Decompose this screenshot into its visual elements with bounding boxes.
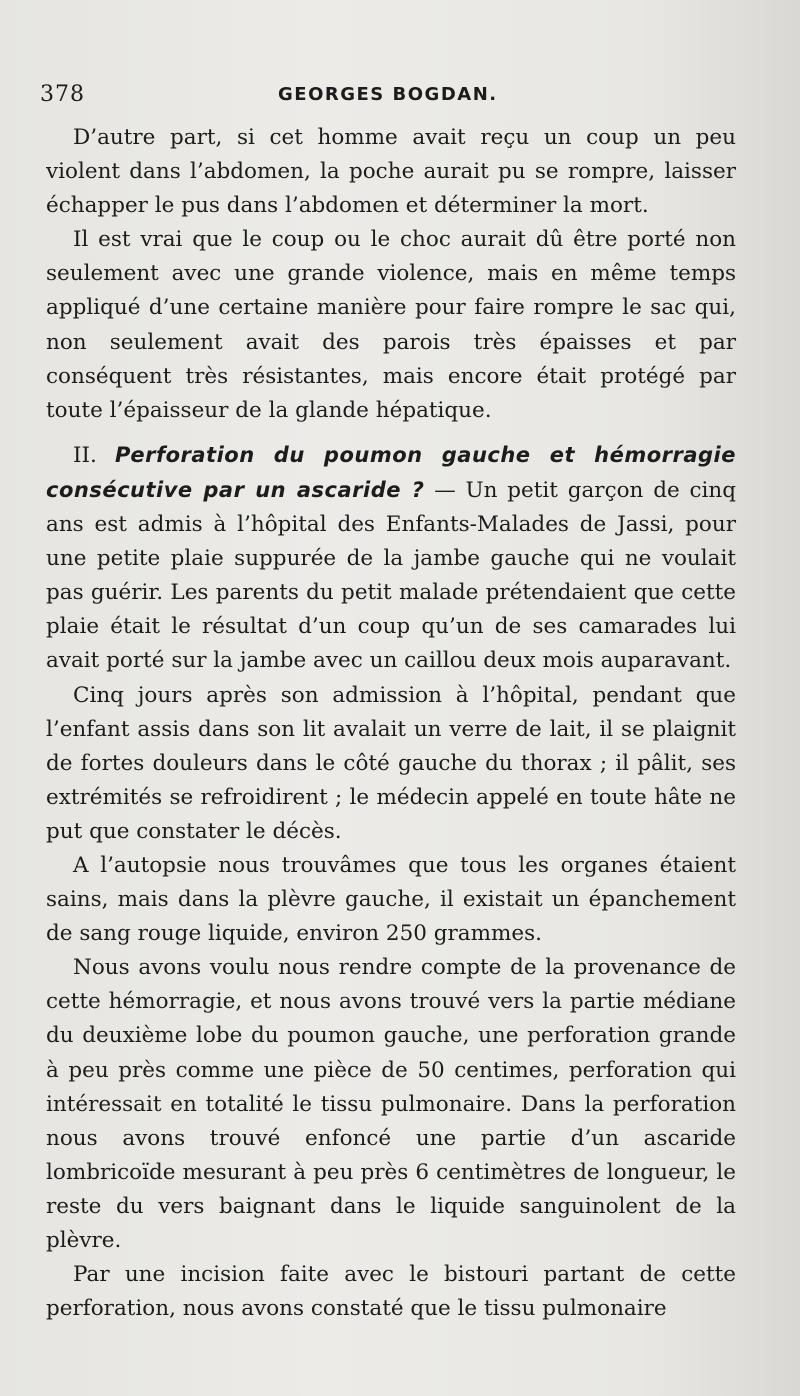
page-number: 378: [40, 82, 85, 107]
paragraph: A l’autopsie nous trouvâmes que tous les organes étaient sains, mais dans la plèvre gauche, il existait un épanchement de sang rouge liquide, environ 250 grammes.: [46, 852, 736, 947]
paragraph: Nous avons voulu nous rendre compte de la provenance de cette hémorragie, et nous avons trouvé vers la partie médiane du deuxième lobe du poumon gauche, une perforation grande à peu près comme une pièce de 50 centimes, perforation qui intéressait en totalité le tissu pulmonaire. Dans la perforation nous avons trouvé enfoncé une partie d’un ascaride lombricoïde mesurant à peu près 6 centimètres de longueur, le reste du vers baignant dans le liquide sanguinolent de la plèvre.: [46, 955, 736, 1253]
page-header: [40, 82, 770, 116]
running-head: GEORGES BOGDAN.: [278, 84, 498, 105]
section-heading: Perforation du poumon gauche et hémorragie consécutive par un ascaride ?: [46, 442, 736, 502]
paragraph: D’autre part, si cet homme avait reçu un coup un peu violent dans l’abdomen, la poche aurait pu se rompre, laisser échapper le pus dans l’abdomen et déterminer la mort.: [46, 125, 736, 219]
section-paragraph: [46, 438, 736, 679]
paragraph: Il est vrai que le coup ou le choc aurait dû être porté non seulement avec une grande violence, mais en même temps appliqué d’une certaine manière pour faire rompre le sac qui, non seulement avait des parois très épaisses et par conséquent très résistantes, mais encore était protégé par toute l’épaisseur de la glande hépatique.: [46, 227, 736, 423]
body-text: [46, 121, 736, 1326]
section-lead-text: — Un petit garçon de cinq ans est admis à l’hôpital des Enfants-Malades de Jassi, pour une petite plaie suppurée de la jambe gauche qui ne voulait pas guérir. Les parents du petit malade prétendaient que cette plaie était le résultat d’un coup qu’un de ses camarades lui avait porté sur la jambe avec un caillou deux mois auparavant.: [46, 477, 736, 674]
paragraph: Par une incision faite avec le bistouri partant de cette perforation, nous avons constaté que le tissu pulmonaire: [46, 1262, 736, 1322]
paragraph: Cinq jours après son admission à l’hôpital, pendant que l’enfant assis dans son lit avalait un verre de lait, il se plaignit de fortes douleurs dans le côté gauche du thorax ; il pâlit, ses extrémités se refroidirent ; le médecin appelé en toute hâte ne put que constater le décès.: [46, 682, 736, 844]
section-number: II.: [73, 442, 97, 468]
